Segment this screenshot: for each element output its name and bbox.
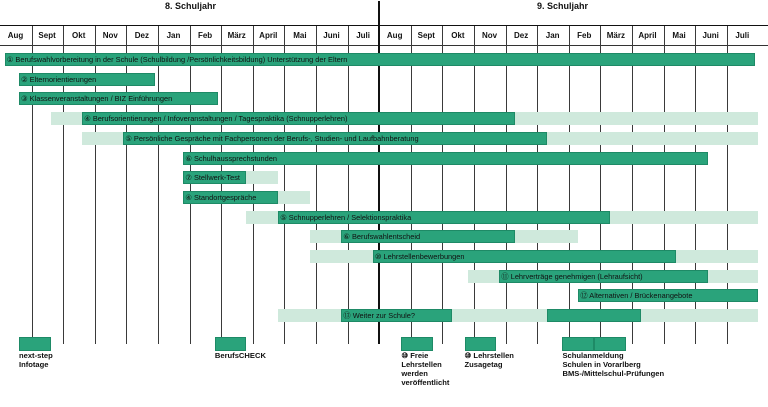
milestone-note: next-step Infotage bbox=[18, 351, 53, 369]
month-label: Okt bbox=[451, 31, 465, 40]
year-label: 9. Schuljahr bbox=[537, 1, 589, 11]
month-label: Okt bbox=[72, 31, 86, 40]
activity-bar bbox=[515, 230, 578, 243]
activity-bar bbox=[246, 211, 278, 224]
month-label: Nov bbox=[102, 31, 118, 40]
month-gridline bbox=[474, 26, 475, 344]
header-rule bbox=[0, 25, 768, 26]
activity-bar bbox=[468, 270, 500, 283]
month-label: März bbox=[606, 31, 625, 40]
milestone-marker bbox=[19, 337, 51, 351]
month-gridline bbox=[506, 26, 507, 344]
activity-bar bbox=[278, 309, 341, 322]
activity-bar bbox=[246, 171, 278, 184]
activity-bar bbox=[547, 309, 642, 322]
activity-bar bbox=[82, 132, 123, 145]
activity-label: ⑤ Schnupperlehren / Selektionspraktika bbox=[280, 212, 412, 222]
activity-bar bbox=[676, 250, 758, 263]
activity-bar bbox=[547, 132, 759, 145]
month-label: Nov bbox=[481, 31, 498, 40]
month-label: Juni bbox=[323, 31, 340, 40]
month-gridline bbox=[411, 26, 412, 344]
activity-label: ⑩ Lehrstellenbewerbungen bbox=[374, 252, 465, 261]
milestone-marker bbox=[215, 337, 247, 351]
activity-label: ① Berufswahlvorbereitung in der Schule (Schulbildung /Persönlichkeitsbildung) Unterstützung der Eltern bbox=[6, 55, 348, 64]
month-label: Juni bbox=[702, 31, 719, 40]
month-gridline bbox=[158, 26, 159, 344]
activity-bar bbox=[641, 309, 758, 322]
month-label: April bbox=[259, 31, 278, 40]
month-label: Jan bbox=[166, 31, 181, 40]
month-gridline bbox=[284, 26, 285, 344]
milestone-note: ⑩ Lehrstellen Zusagetag bbox=[464, 351, 514, 369]
month-gridline bbox=[348, 26, 349, 344]
year-label: 8. Schuljahr bbox=[165, 1, 217, 11]
activity-label: ② Elternorientierungen bbox=[20, 74, 97, 84]
milestone-marker bbox=[594, 337, 626, 351]
activity-label: ⑥ Berufswahlentscheid bbox=[343, 232, 421, 242]
month-label: Dez bbox=[513, 31, 529, 40]
milestone-marker bbox=[401, 337, 433, 351]
month-gridline bbox=[442, 26, 443, 344]
month-label: Aug bbox=[386, 31, 403, 40]
month-label: Jan bbox=[545, 31, 560, 40]
activity-label: ⑦ Stellwerk-Test bbox=[185, 173, 240, 183]
month-gridline bbox=[316, 26, 317, 344]
activity-bar bbox=[278, 191, 310, 204]
month-label: Sept bbox=[38, 31, 56, 40]
activity-label: ⑥ Schulhaussprechstunden bbox=[185, 153, 277, 163]
month-label: Juli bbox=[356, 31, 370, 40]
month-label: Feb bbox=[197, 31, 213, 40]
month-label: Juli bbox=[735, 31, 750, 40]
activity-label: ⑫ Alternativen / Brückenangebote bbox=[580, 291, 693, 301]
activity-bar bbox=[708, 270, 759, 283]
month-label: Mai bbox=[293, 31, 307, 40]
activity-bar bbox=[310, 230, 342, 243]
activity-label: ③ Klassenveranstaltungen / BIZ Einführungen bbox=[20, 94, 173, 104]
month-header-rule bbox=[0, 45, 768, 46]
activity-label: ⑬ Weiter zur Schule? bbox=[343, 311, 416, 321]
month-gridline bbox=[537, 26, 538, 344]
activity-bar bbox=[452, 309, 547, 322]
activity-label: ⑤ Persönliche Gespräche mit Fachpersonen der Berufs-, Studien- und Laufbahnberatung bbox=[125, 133, 419, 143]
month-label: Dez bbox=[134, 31, 149, 40]
month-label: März bbox=[227, 31, 246, 40]
activity-bar bbox=[610, 211, 759, 224]
month-label: Mai bbox=[672, 31, 686, 40]
activity-label: ⑪ Lehrverträge genehmigen (Lehraufsicht) bbox=[501, 271, 643, 281]
activity-bar bbox=[515, 112, 758, 125]
month-label: April bbox=[638, 31, 657, 40]
milestone-marker bbox=[562, 337, 594, 351]
activity-bar bbox=[51, 112, 83, 125]
activity-bar bbox=[310, 250, 373, 263]
milestone-note: BerufsCHECK bbox=[214, 351, 266, 360]
month-label: Feb bbox=[577, 31, 592, 40]
activity-label: ④ Standortgespräche bbox=[185, 192, 257, 202]
milestone-note: Schulanmeldung Schulen in Vorarlberg BMS-/Mittelschul-Prüfungen bbox=[562, 351, 665, 378]
month-gridline bbox=[253, 26, 254, 344]
month-gridline bbox=[569, 26, 570, 344]
month-gridline bbox=[221, 26, 222, 344]
milestone-note: ⑩ Freie Lehrstellen werden veröffentlicht bbox=[401, 351, 450, 387]
month-gridline bbox=[190, 26, 191, 344]
month-label: Aug bbox=[7, 31, 24, 40]
month-label: Sept bbox=[417, 31, 435, 40]
activity-label: ④ Berufsorientierungen / Infoveranstaltungen / Tagespraktika (Schnupperlehren) bbox=[84, 114, 348, 124]
milestone-marker bbox=[465, 337, 497, 351]
